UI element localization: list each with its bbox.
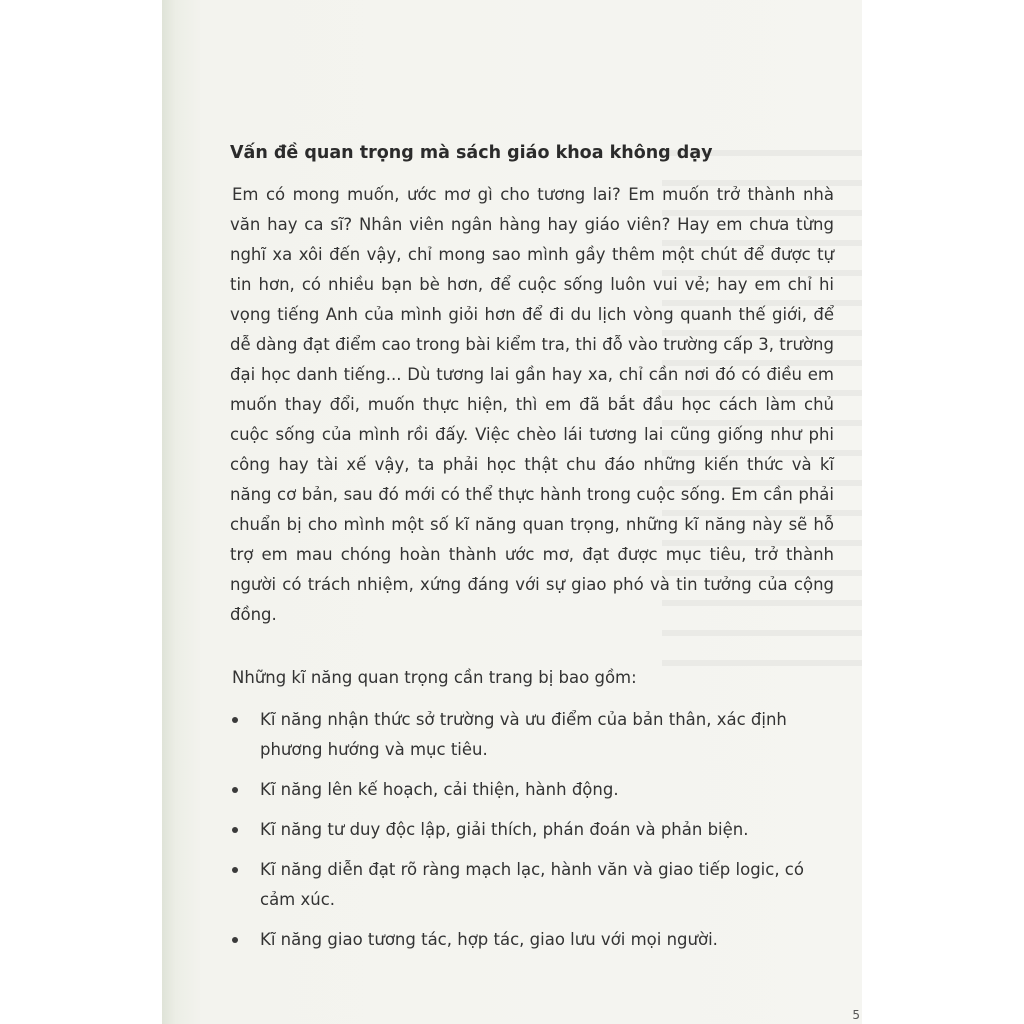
- skills-list: [232, 705, 836, 965]
- bullet-icon: [232, 827, 238, 833]
- bullet-icon: [232, 787, 238, 793]
- section-heading: Vấn đề quan trọng mà sách giáo khoa không dạy: [230, 143, 713, 163]
- list-item: [232, 925, 836, 955]
- bullet-icon: [232, 717, 238, 723]
- list-item-text: Kĩ năng lên kế hoạch, cải thiện, hành động.: [260, 780, 619, 799]
- bullet-icon: [232, 937, 238, 943]
- list-item-text: Kĩ năng giao tương tác, hợp tác, giao lưu với mọi người.: [260, 930, 718, 949]
- list-item: [232, 855, 836, 915]
- list-item: [232, 775, 836, 805]
- list-item-text: Kĩ năng tư duy độc lập, giải thích, phán đoán và phản biện.: [260, 820, 749, 839]
- list-item: [232, 815, 836, 845]
- list-item-text: Kĩ năng diễn đạt rõ ràng mạch lạc, hành văn và giao tiếp logic, có cảm xúc.: [260, 860, 804, 909]
- list-item-text: Kĩ năng nhận thức sở trường và ưu điểm của bản thân, xác định phương hướng và mục tiêu.: [260, 710, 787, 759]
- list-intro: Những kĩ năng quan trọng cần trang bị bao gồm:: [232, 668, 637, 687]
- book-page: [162, 0, 862, 1024]
- bullet-icon: [232, 867, 238, 873]
- page-number: 5: [852, 1008, 860, 1022]
- list-item: [232, 705, 836, 765]
- body-paragraph: Em có mong muốn, ước mơ gì cho tương lai? Em muốn trở thành nhà văn hay ca sĩ? Nhân viên ngân hàng hay giáo viên? Hay em chưa từng nghĩ xa xôi đến vậy, chỉ mong sao mình gầy thêm một chút để được tự tin hơn, có nhiều bạn bè hơn, để cuộc sống luôn vui vẻ; hay em chỉ hi vọng tiếng Anh của mình giỏi hơn để đi du lịch vòng quanh thế giới, để dễ dàng đạt điểm cao trong bài kiểm tra, thi đỗ vào trường cấp 3, trường đại học danh tiếng... Dù tương lai gần hay xa, chỉ cần nơi đó có điều em muốn thay đổi, muốn thực hiện, thì em đã bắt đầu học cách làm chủ cuộc sống của mình rồi đấy. Việc chèo lái tương lai cũng giống như phi công hay tài xế vậy, ta phải học thật chu đáo những kiến thức và kĩ năng cơ bản, sau đó mới có thể thực hành trong cuộc sống. Em cần phải chuẩn bị cho mình một số kĩ năng quan trọng, những kĩ năng này sẽ hỗ trợ em mau chóng hoàn thành ước mơ, đạt được mục tiêu, trở thành người có trách nhiệm, xứng đáng với sự giao phó và tin tưởng của cộng đồng.: [230, 185, 834, 624]
